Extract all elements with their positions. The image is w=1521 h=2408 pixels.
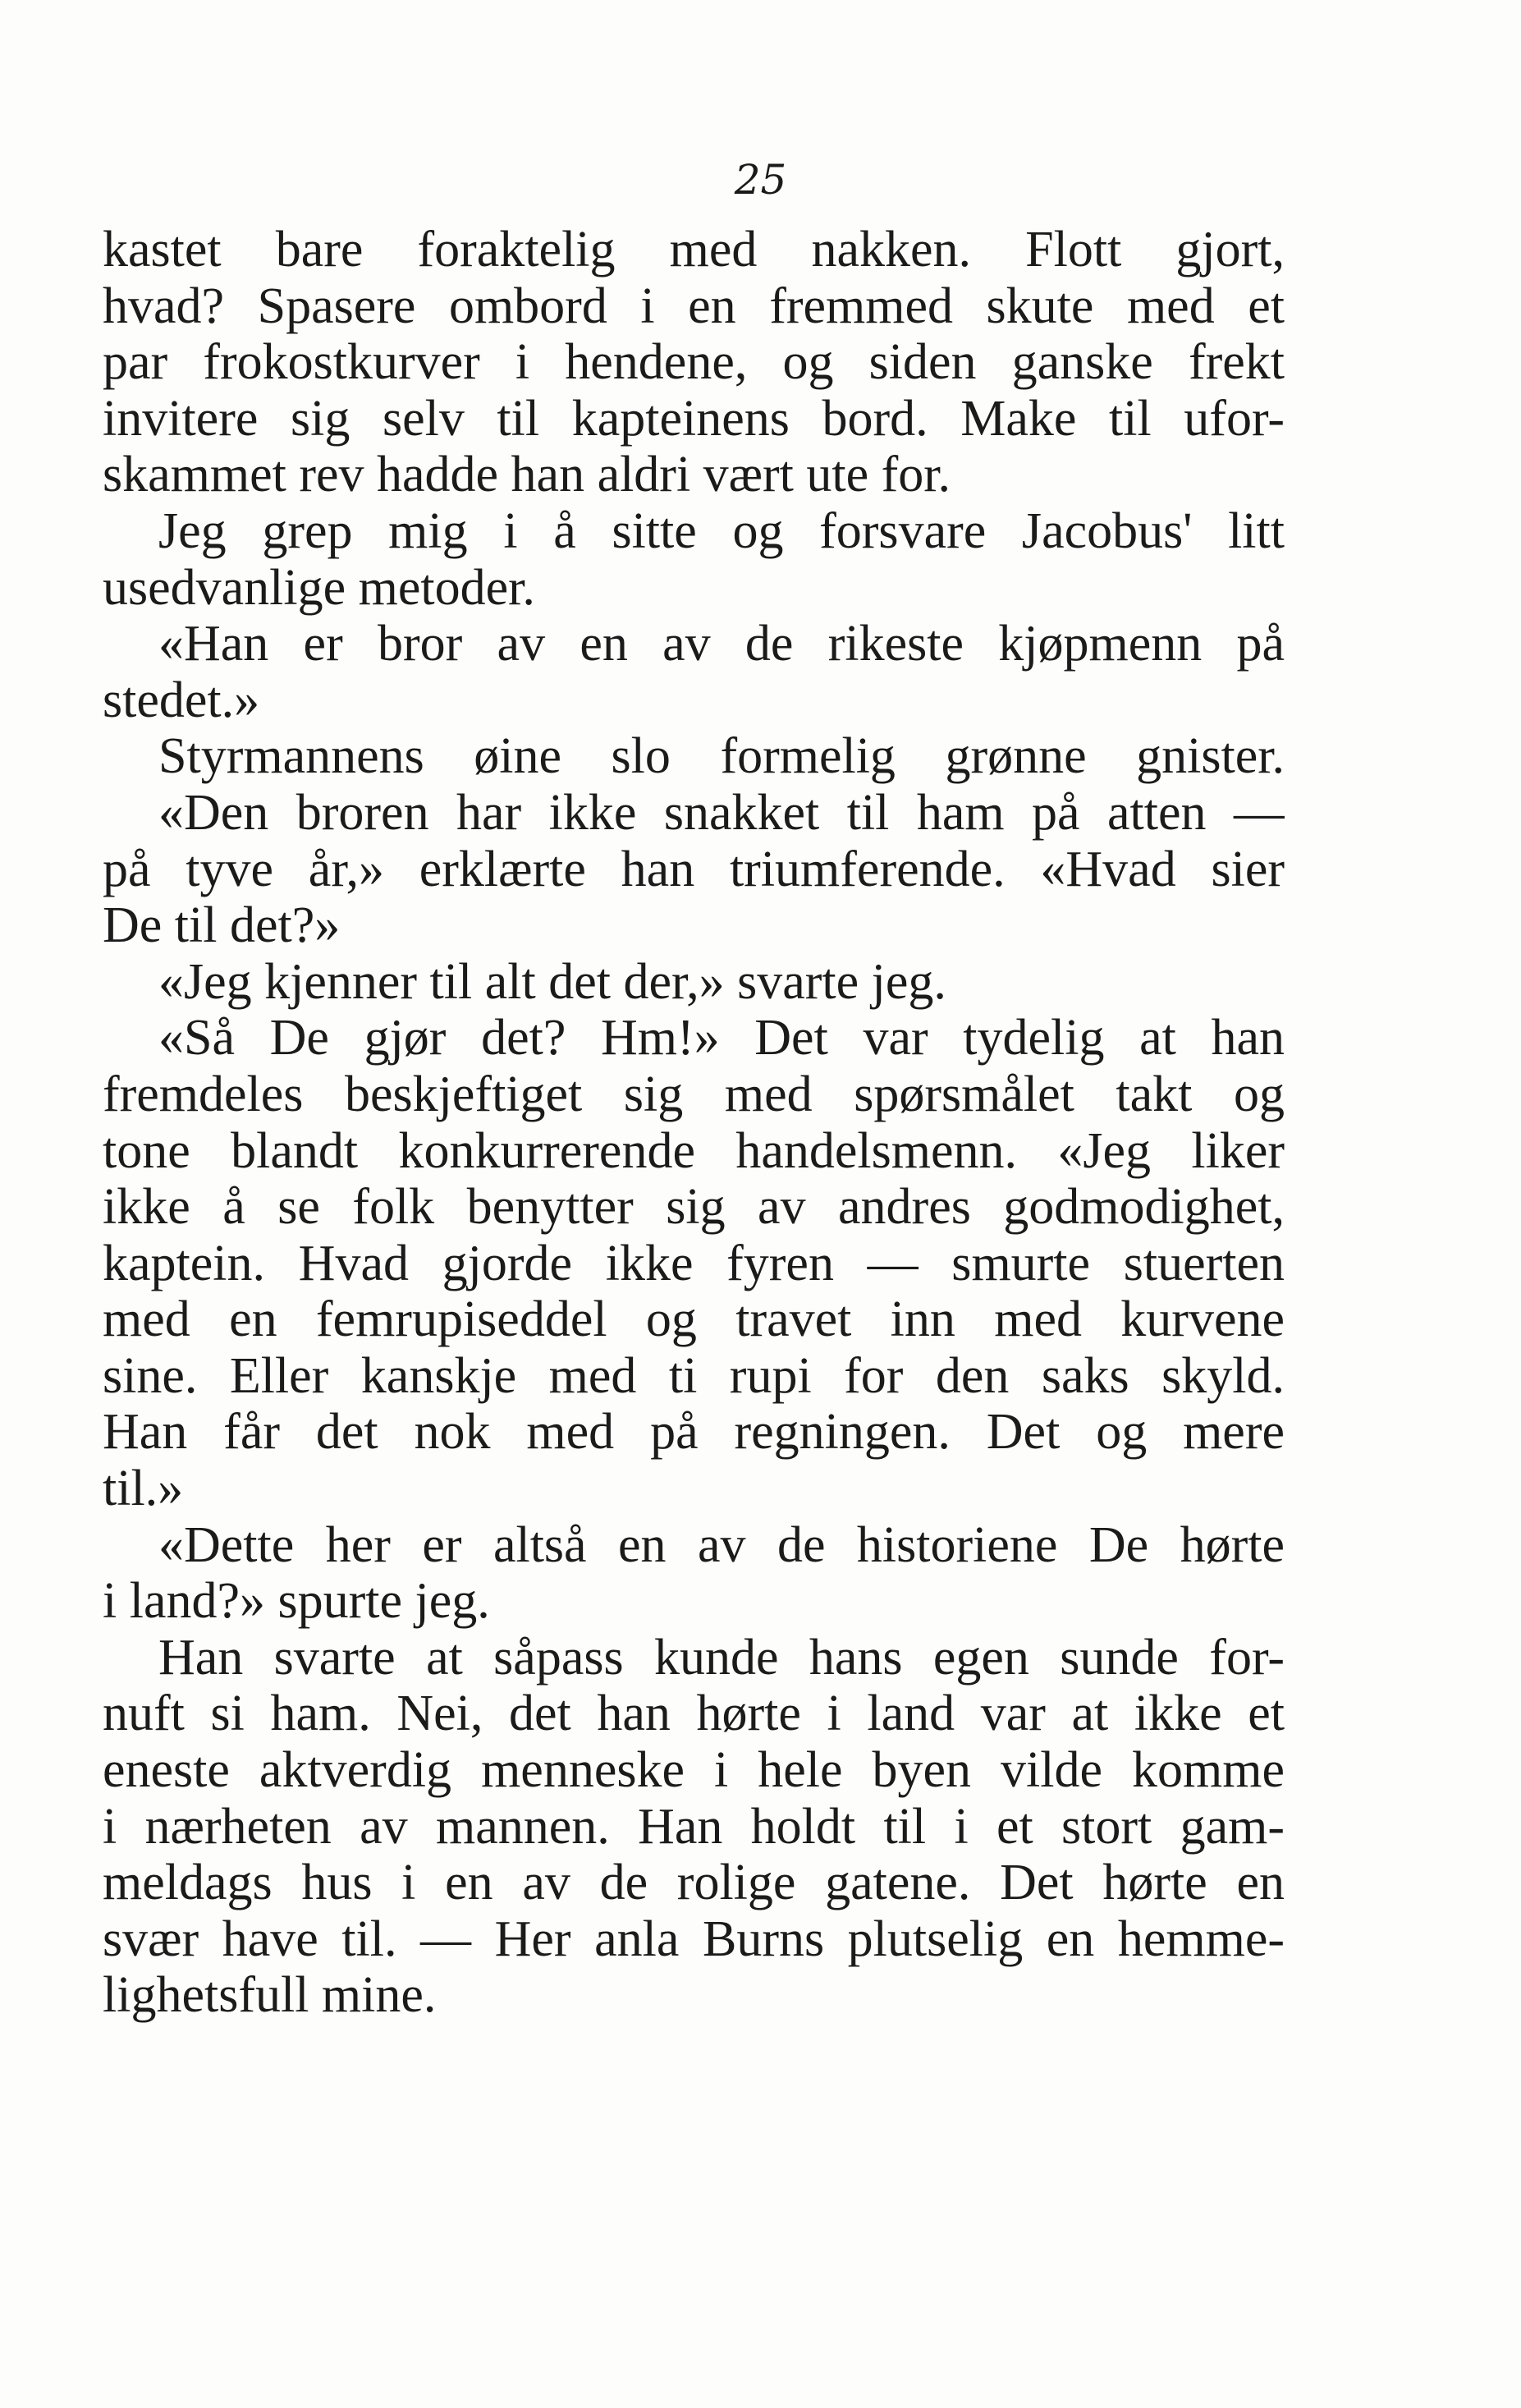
text-line: med en femrupiseddel og travet inn med kurvene [103,1291,1285,1348]
text-line: på tyve år,» erklærte han triumferende. «Hvad sier [103,841,1285,897]
text-line: Han får det nok med på regningen. Det og mere [103,1404,1285,1461]
text-line: nuft si ham. Nei, det han hørte i land var at ikke et [103,1686,1285,1742]
paragraph [103,1010,1285,1516]
paragraph [103,728,1285,785]
text-line: «Han er bror av en av de rikeste kjøpmenn på [158,616,1285,672]
text-line: skammet rev hadde han aldri vært ute for. [103,447,951,503]
text-line: i nærheten av mannen. Han holdt til i et stort gam- [103,1798,1285,1855]
text-line: meldags hus i en av de rolige gatene. Det hørte en [103,1855,1285,1911]
paragraph [103,616,1285,728]
text-line: Jeg grep mig i å sitte og forsvare Jacobus' litt [158,502,1285,559]
text-line: «Den broren har ikke snakket til ham på atten — [158,784,1285,841]
text-line: De til det?» [103,897,341,954]
text-line: ikke å se folk benytter sig av andres godmodighet, [103,1179,1285,1236]
text-line: lighetsfull mine. [103,1967,437,2024]
text-line: fremdeles beskjeftiget sig med spørsmålet takt og [103,1066,1285,1122]
text-line: «Dette her er altså en av de historiene De hørte [158,1516,1285,1573]
text-line: «Jeg kjenner til alt det der,» svarte jeg. [158,953,946,1010]
paragraph [103,785,1285,954]
text-line: Styrmannens øine slo formelig grønne gnister. [158,728,1285,785]
text-line: svær have til. — Her anla Burns plutselig en hemme- [103,1910,1285,1967]
paragraph [103,503,1285,616]
paragraph [103,954,1285,1011]
text-line: kastet bare foraktelig med nakken. Flott gjort, [103,222,1285,277]
text-line: i land?» spurte jeg. [103,1573,490,1630]
text-line: tone blandt konkurrerende handelsmenn. «Jeg liker [103,1122,1285,1179]
paragraph [103,1517,1285,1630]
text-line: til.» [103,1461,184,1517]
text-line: par frokostkurver i hendene, og siden ganske frekt [103,334,1285,391]
text-line: «Så De gjør det? Hm!» Det var tydelig at han [158,1010,1285,1066]
text-line: Han svarte at såpass kunde hans egen sunde for- [158,1629,1285,1686]
text-line: kaptein. Hvad gjorde ikke fyren — smurte stuerten [103,1235,1285,1291]
text-line: stedet.» [103,672,260,728]
paragraph [103,1630,1285,2024]
text-line: usedvanlige metoder. [103,559,535,616]
text-line: sine. Eller kanskje med ti rupi for den saks skyld. [103,1347,1285,1404]
body-text [103,222,1285,2024]
page-number: 25 [734,156,787,204]
paragraph [103,222,1285,503]
text-line: eneste aktverdig menneske i hele byen vilde komme [103,1742,1285,1799]
text-line: invitere sig selv til kapteinens bord. Make til ufor- [103,390,1285,447]
text-line: hvad? Spasere ombord i en fremmed skute med et [103,277,1285,334]
